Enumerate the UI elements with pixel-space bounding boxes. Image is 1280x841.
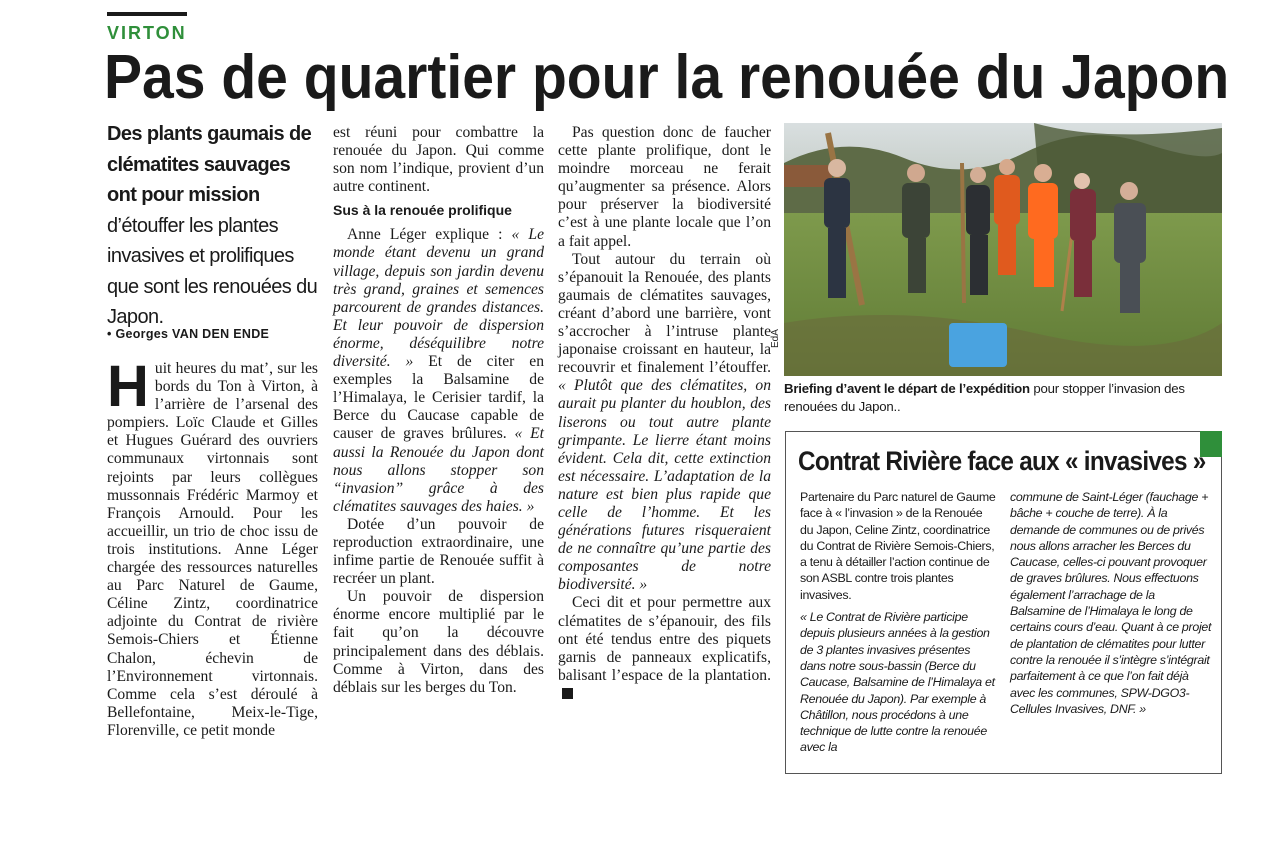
photo-credit: EdA (770, 329, 781, 348)
byline: • Georges VAN DEN ENDE (107, 327, 270, 341)
photo-caption (784, 380, 1224, 416)
article-photo (784, 123, 1222, 376)
quote: « Et aussi la Renouée du Japon dont nous allons stopper son “invasion” grâce à des clématites sauvages des haies. » (333, 425, 544, 515)
section-rule (107, 12, 187, 16)
text-run: Ceci dit et pour permettre aux clématites de s’épanouir, des fils ont été tendus entre des piquets garnis de panneaux explicatifs, balisant l’espace de la plantation. (558, 594, 771, 684)
article-column-3 (558, 124, 771, 703)
box-column-1 (800, 489, 996, 756)
lede-rest: d’étouffer les plantes invasives et prolifiques que sont les renouées du Japon. (107, 214, 318, 328)
box-paragraph (1010, 489, 1212, 717)
text-run: Et de citer en exemples la Balsamine de l’Himalaya, le Cerisier tardif, la Berce du Caucase capable de causer de graves brûlures. (333, 353, 544, 443)
section-label: VIRTON (107, 23, 187, 43)
drop-cap: H (107, 354, 149, 419)
lede-bold: Des plants gaumais de clématites sauvages ont pour mission (107, 123, 312, 206)
article-column-1 (107, 354, 318, 740)
photo-illustration (784, 123, 1222, 376)
article-paragraph: Dotée d’un pouvoir de reproduction extraordinaire, une infime partie de Renouée suffit à recréer un plant. (333, 515, 544, 588)
box-quote: commune de Saint-Léger (fauchage + bâche + couche de terre). À la demande de communes ou de privés nous allons arracher les Berces du Caucase, celles-ci pouvant provoquer de graves brûlures. Nous effectuons également l’arrachage de la Balsamine de l’Himalaya le long de certains cours d’eau. Quant à ce projet de plantation de clématites pour lutter contre la renouée il s’intègre s’intégrait parfaitement à ce que l’on fait déjà avec les communes, SPW-DGO3-Cellules Invasives, DNF. » (1010, 490, 1212, 716)
article-paragraph (558, 251, 771, 595)
headline: Pas de quartier pour la renouée du Japon (104, 43, 1230, 112)
box-quote: « Le Contrat de Rivière participe depuis plusieurs années à la gestion de 3 plantes invasives présentes dans notre sous-bassin (Berce du Caucase, Balsamine de l’Himalaya et Renouée du Japon). Par exemple à Châtillon, nous procédons à une technique de lutte contre la renouée avec la (800, 610, 995, 755)
quote: « Le monde étant devenu un grand village, depuis son jardin devenu très grand, graines et semences parcourent de grandes distances. Et leur pouvoir de dispersion énorme, déséquilibre notre diversité. » (333, 226, 544, 371)
article-paragraph-continued: est réuni pour combattre la renouée du Japon. Qui comme son nom l’indique, provient d’un autre continent. (333, 124, 544, 196)
article-paragraph: Un pouvoir de dispersion énorme encore multiplié par le fait qu’on la découvre principalement dans des déblais. Comme à Virton, dans des déblais sur les berges du Ton. (333, 588, 544, 696)
box-paragraph: Partenaire du Parc naturel de Gaume face à « l’invasion » de la Renouée du Japon, Celine Zintz, coordinatrice du Contrat de Rivière Semois-Chiers, a tenu à détailler l’action continue de son ASBL contre trois plantes invasives. (800, 490, 996, 602)
quote: « Plutôt que des clématites, on aurait pu planter du houblon, des liserons ou tout autre plante grimpante. Le lierre étant moins évident. Cela dit, cette extinction est nécessaire. L’adaptation de la nature est bien plus rapide que celle de l’homme. Et les générations futures risqueraient de ne connaître qu’une partie des composantes de notre biodiversité. » (558, 377, 771, 594)
box-column-2 (1010, 489, 1212, 717)
article-column-2 (333, 124, 544, 697)
text-run: Anne Léger explique : (347, 226, 512, 244)
article-paragraph: uit heures du mat’, sur les bords du Ton à Virton, à l’arrière de l’arsenal des pompiers. Loïc Claude et Gilles et Hugues Guérard des ouvriers communaux virtonnais sont rejoints par leurs collègues mussonnais Frédéric Marmoy et François Arnould. Pour les accueillir, un trio de choc issu de trois institutions. Anne Léger chargée des ressources naturelles au Parc Naturel de Gaume, Céline Zintz, coordinatrice adjointe du Contrat de rivière Semois-Chiers et Étienne Chalon, échevin de l’Environnement virtonnais. Comme cela s’est déroulé à Bellefontaine, Meix-le-Tige, Florenville, ce petit monde (107, 360, 318, 739)
text-run: Tout autour du terrain où s’épanouit la Renouée, des plants gaumais de clématites sauvages, créant d’abord une barrière, vont s’accrocher à l’intruse plante japonaise croissant en hauteur, la recouvrir et finalement l’étouffer. (558, 250, 771, 377)
caption-rest: pour stopper l’invasion des renouées du Japon.. (784, 381, 1185, 414)
caption-bold: Briefing d’avent le départ de l’expédition (784, 381, 1030, 396)
article-paragraph: Pas question donc de faucher cette plante prolifique, dont le moindre morceau ne ferait qu’augmenter sa présence. Alors pour préserver la biodiversité c’est à une plante locale que l’on a fait appel. (558, 124, 771, 250)
box-title: Contrat Rivière face aux « invasives » (798, 446, 1206, 476)
box-paragraph (800, 609, 996, 756)
article-paragraph (558, 594, 771, 703)
lede (107, 119, 322, 333)
sidebar-box (785, 431, 1222, 774)
subheading: Sus à la renouée prolifique (333, 202, 512, 219)
end-mark (562, 688, 573, 699)
article-paragraph (333, 226, 544, 516)
